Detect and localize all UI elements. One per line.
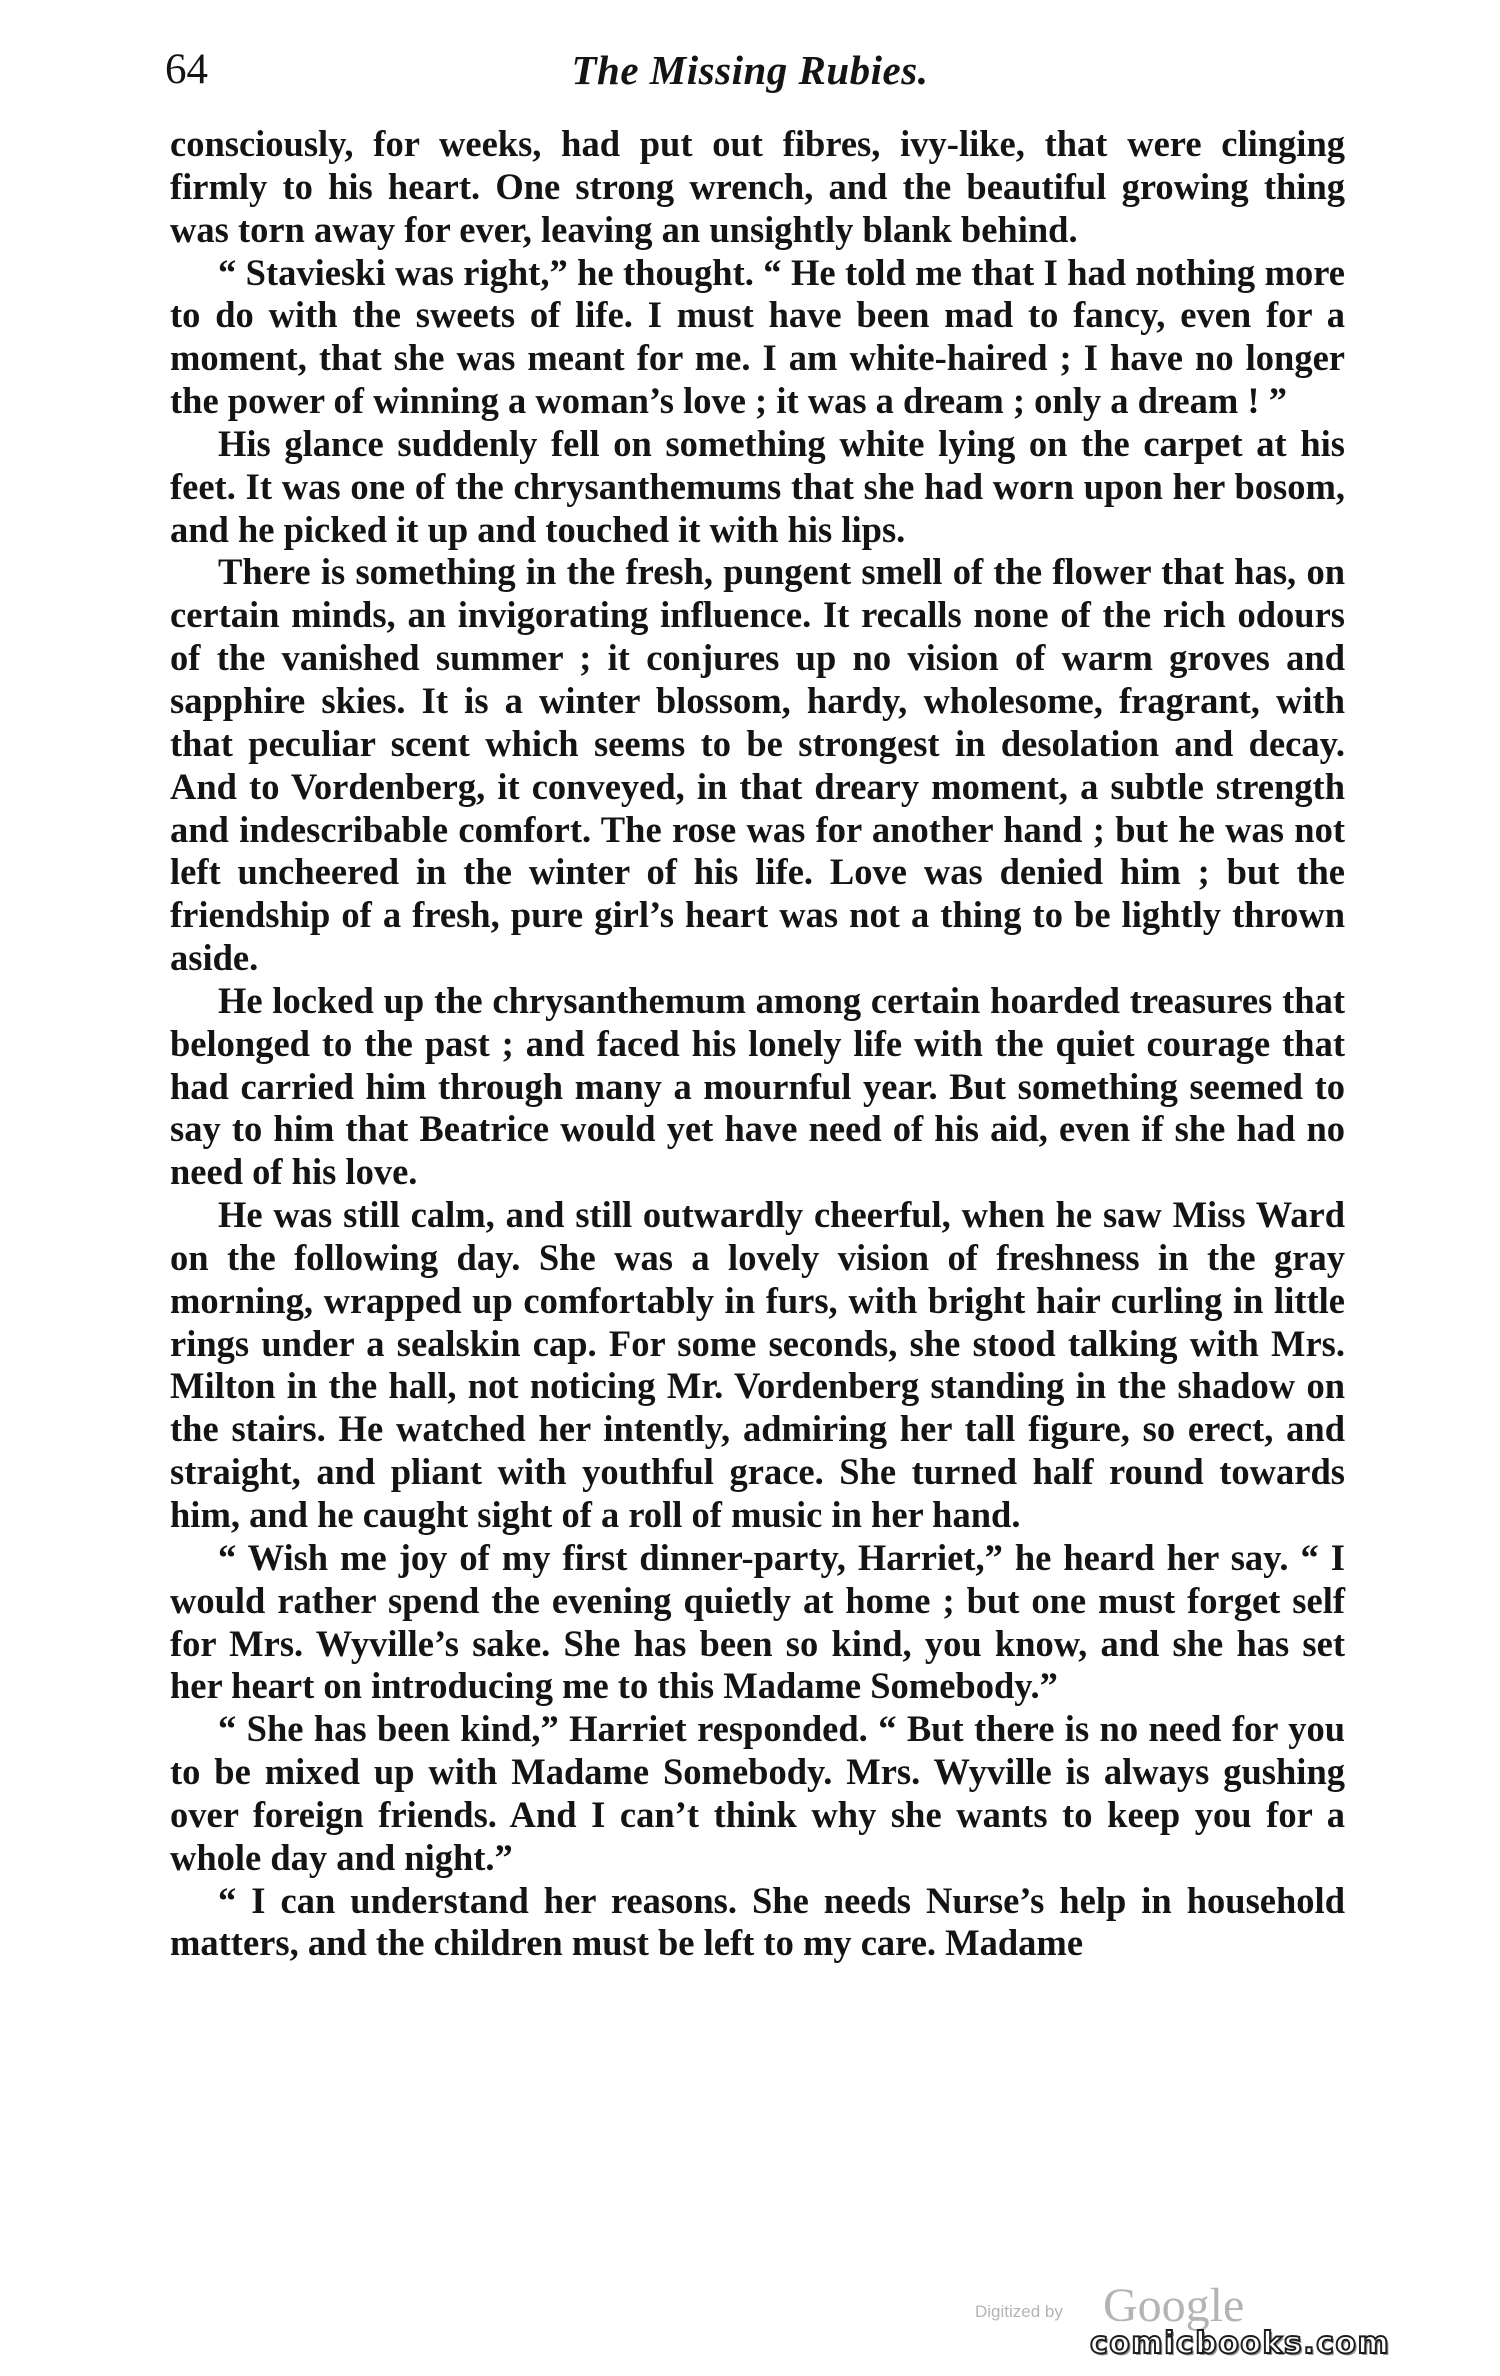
- running-title: The Missing Rubies.: [571, 47, 929, 93]
- paragraph: “ Stavieski was right,” he thought. “ He told me that I had nothing more to do with the sweets of life. I must have been mad to fancy, even for a moment, that she was meant for me. I am white-haired ; I have no longer the power of winning a woman’s love ; it was a dream ; only a dream ! ”: [170, 251, 1345, 422]
- paragraph: There is something in the fresh, pungent smell of the flower that has, on certain minds, an invigorating influence. It recalls none of the rich odours of the vanished summer ; it conjures up no vision of warm groves and sapphire skies. It is a winter blossom, hardy, wholesome, fragrant, with that peculiar scent which seems to be strongest in desolation and decay. And to Vordenberg, it conveyed, in that dreary moment, a subtle strength and indescribable comfort. The rose was for another hand ; but he was not left uncheered in the winter of his life. Love was denied him ; but the friendship of a fresh, pure girl’s heart was not a thing to be lightly thrown aside.: [170, 551, 1345, 979]
- paragraph: He was still calm, and still outwardly cheerful, when he saw Miss Ward on the following day. She was a lovely vision of freshness in the gray morning, wrapped up comfortably in furs, with bright hair curling in little rings under a sealskin cap. For some seconds, she stood talking with Mrs. Milton in the hall, not noticing Mr. Vordenberg standing in the shadow on the stairs. He watched her intently, admiring her tall figure, so erect, and straight, and pliant with youthful grace. She turned half round towards him, and he caught sight of a roll of music in her hand.: [170, 1194, 1345, 1535]
- digitized-by-label: Digitized by: [975, 2302, 1063, 2321]
- running-head: [0, 40, 1500, 100]
- page-number: 64: [165, 46, 208, 93]
- watermark-logo: comicbooks.com: [1090, 2326, 1391, 2361]
- paragraph: He locked up the chrysanthemum among certain hoarded treasures that belonged to the past ; and faced his lonely life with the quiet courage that had carried him through many a mournful year. But something seemed to say to him that Beatrice would yet have need of his aid, even if she had no need of his love.: [170, 979, 1345, 1193]
- paragraph: consciously, for weeks, had put out fibres, ivy-like, that were clinging firmly to his heart. One strong wrench, and the beautiful growing thing was torn away for ever, leaving an unsightly blank behind.: [170, 123, 1345, 250]
- paragraph: His glance suddenly fell on something white lying on the carpet at his feet. It was one of the chrysanthemums that she had worn upon her bosom, and he picked it up and touched it with his lips.: [170, 422, 1345, 550]
- paragraph: “ Wish me joy of my first dinner-party, Harriet,” he heard her say. “ I would rather spend the evening quietly at home ; but one must forget self for Mrs. Wyville’s sake. She has been so kind, you know, and she has set her heart on introducing me to this Madame Somebody.”: [170, 1536, 1345, 1707]
- body-text: [170, 123, 1345, 1965]
- paragraph: “ She has been kind,” Harriet responded. “ But there is no need for you to be mixed up with Madame Somebody. Mrs. Wyville is always gushing over foreign friends. And I can’t think why she wants to keep you for a whole day and night.”: [170, 1708, 1345, 1878]
- google-logo: Google: [1103, 2279, 1245, 2332]
- paragraph: “ I can understand her reasons. She needs Nurse’s help in household matters, and the children must be left to my care. Madame: [170, 1879, 1345, 1964]
